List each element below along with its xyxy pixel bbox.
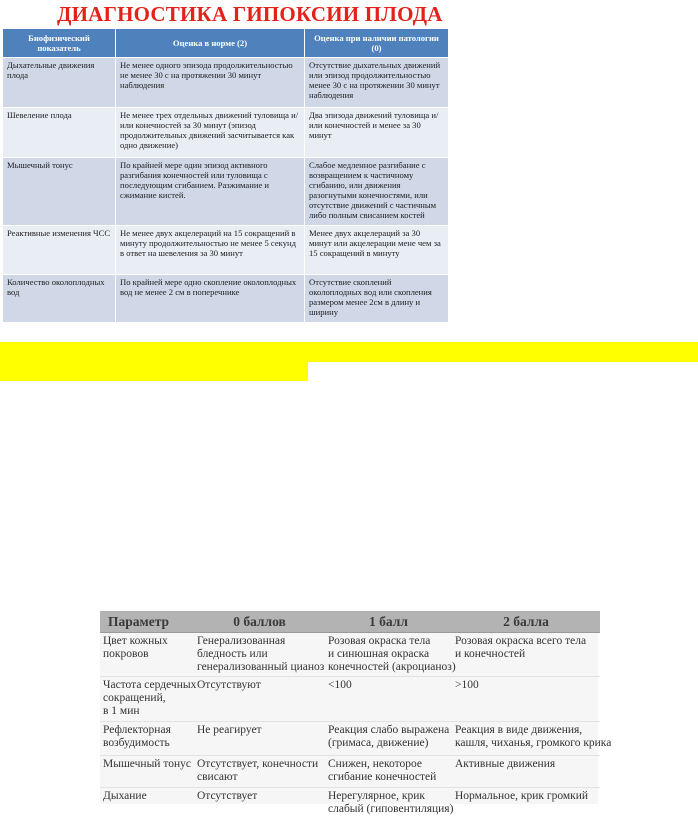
table-row: [3, 108, 449, 158]
page-title: ДИАГНОСТИКА ГИПОКСИИ ПЛОДА: [57, 2, 417, 27]
table-cell: Шевеление плода: [3, 108, 116, 158]
table-cell: Активные движения: [452, 756, 600, 788]
highlight-band: [0, 362, 308, 381]
column-header-parameter: Параметр: [100, 611, 194, 633]
table-cell: Мышечный тонус: [100, 756, 194, 788]
table-row: [3, 58, 449, 108]
biophysical-profile-table: [2, 28, 449, 323]
table-cell: Два эпизода движений туловища и/или конечностей и менее за 30 минут: [305, 108, 449, 158]
table-cell: Реакция в виде движения, кашля, чиханья, громкого крика: [452, 722, 600, 756]
table-row: [100, 633, 600, 677]
table-row: [100, 756, 600, 788]
table-cell: По крайней мере одно скопление околоплодных вод не менее 2 см в поперечнике: [116, 275, 305, 323]
table-cell: Розовая окраска тела и синюшная окраска конечностей (акроцианоз): [325, 633, 452, 677]
apgar-score-table: [100, 611, 600, 819]
table-cell: По крайней мере один эпизод активного разгибания конечностей или туловища с последующим сгибанием. Разжимание и сжимание кистей.: [116, 158, 305, 226]
table-cell: Отсутствует: [194, 788, 325, 819]
table-cell: Снижен, некоторое сгибание конечностей: [325, 756, 452, 788]
table-header-row: [100, 611, 600, 633]
table-cell: Реакция слабо выражена (гримаса, движение): [325, 722, 452, 756]
table-cell: <100: [325, 677, 452, 722]
column-header-indicator: Биофизический показатель: [3, 29, 116, 58]
table-cell: >100: [452, 677, 600, 722]
column-header-pathology: Оценка при наличии патологии (0): [305, 29, 449, 58]
table-cell: Дыхание: [100, 788, 194, 819]
table-header-row: [3, 29, 449, 58]
table-cell: Мышечный тонус: [3, 158, 116, 226]
table-cell: Отсутствуют: [194, 677, 325, 722]
table-cell: Количество околоплодных вод: [3, 275, 116, 323]
table-row: [3, 226, 449, 275]
table-row: [100, 722, 600, 756]
table-cell: Не менее одного эпизода продолжительностью не менее 30 с на протяжении 30 минут наблюдения: [116, 58, 305, 108]
table-cell: Менее двух акцелераций за 30 минут или акцелерации мене чем за 15 сокращений в минуту: [305, 226, 449, 275]
table-row: [3, 158, 449, 226]
table-row: [100, 677, 600, 722]
table-cell: Не менее трех отдельных движений туловища и/или конечностей за 30 минут (эпизод продолжительных движений засчитывается как одно движение): [116, 108, 305, 158]
table-cell: Нормальное, крик громкий: [452, 788, 600, 819]
table-row: [100, 788, 600, 819]
table-cell: Цвет кожных покровов: [100, 633, 194, 677]
column-header-normal: Оценка в норме (2): [116, 29, 305, 58]
column-header-1-point: 1 балл: [325, 611, 452, 633]
table-cell: Нерегулярное, крик слабый (гиповентиляция): [325, 788, 452, 819]
table-cell: Реактивные изменения ЧСС: [3, 226, 116, 275]
table-cell: Дыхательные движения плода: [3, 58, 116, 108]
table-cell: Частота сердечных сокращений, в 1 мин: [100, 677, 194, 722]
apgar-table-container: [100, 611, 598, 804]
table-cell: Розовая окраска всего тела и конечностей: [452, 633, 600, 677]
table-cell: Генерализованная бледность или генерализованный цианоз: [194, 633, 325, 677]
column-header-2-points: 2 балла: [452, 611, 600, 633]
column-header-0-points: 0 баллов: [194, 611, 325, 633]
table-cell: Отсутствует, конечности свисают: [194, 756, 325, 788]
table-cell: Не менее двух акцелераций на 15 сокращений в минуту продолжительностью не менее 5 секунд в ответ на шевеления за 30 минут: [116, 226, 305, 275]
table-cell: Не реагирует: [194, 722, 325, 756]
table-cell: Слабое медленное разгибание с возвращением к частичному сгибанию, или движения разогнутыми конечностями, или отсутствие движений с частичным либо полным свисанием костей: [305, 158, 449, 226]
table-row: [3, 275, 449, 323]
table-cell: Отсутствие дыхательных движений или эпизод продолжительностью менее 30 с на протяжении 30 минут наблюдения: [305, 58, 449, 108]
table-cell: Рефлекторная возбудимость: [100, 722, 194, 756]
table-cell: Отсутствие скоплений околоплодных вод или скопления размером менее 2см в длину и ширину: [305, 275, 449, 323]
highlight-band: [0, 342, 698, 362]
